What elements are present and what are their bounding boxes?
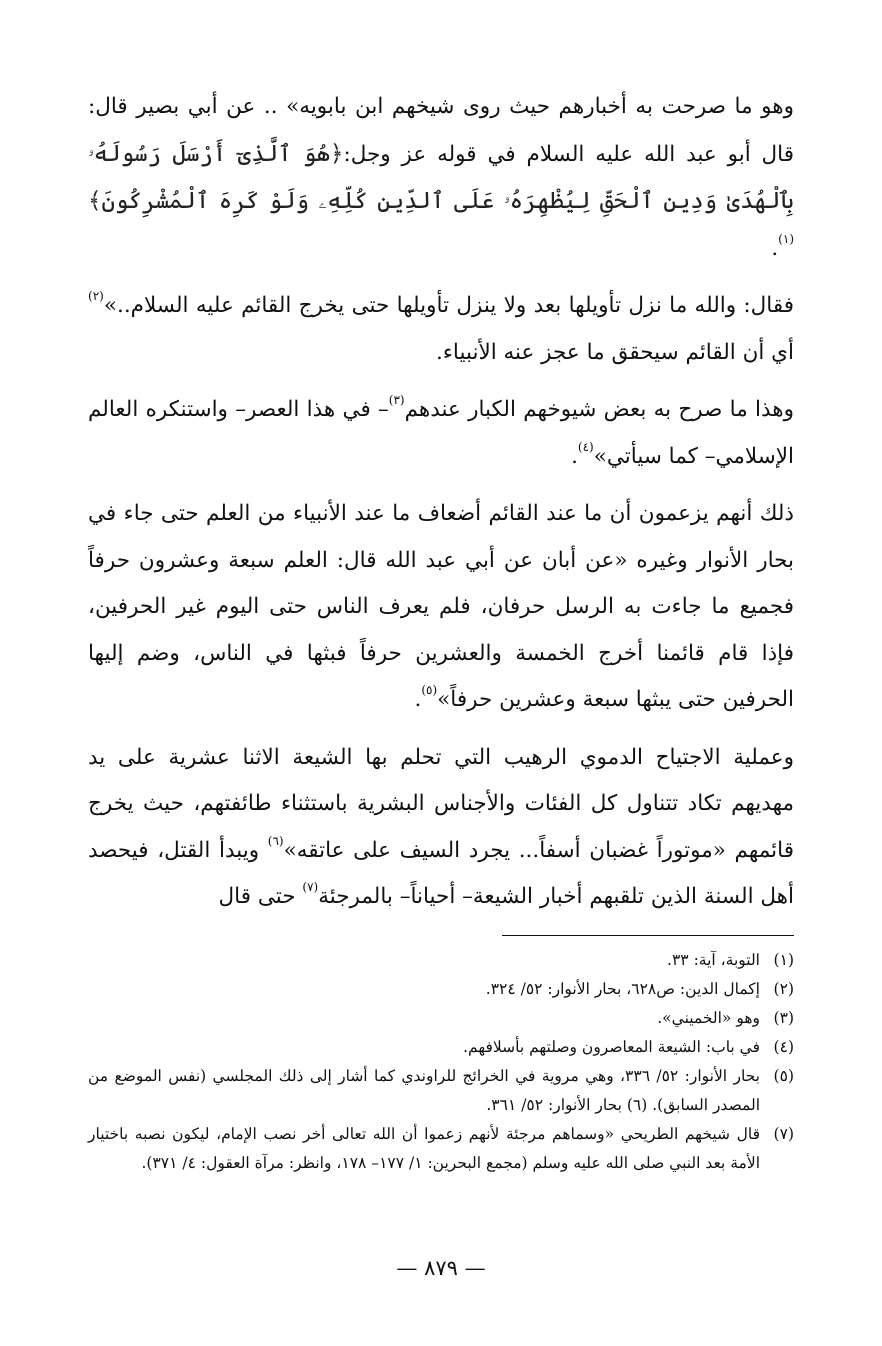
paragraph-4 <box>88 491 794 724</box>
paragraph-3 <box>88 387 794 480</box>
paragraph-1 <box>88 84 794 272</box>
paragraph-5-end: حتى قال <box>218 884 303 909</box>
footnote-text: وهو «الخميني». <box>657 1008 760 1027</box>
paragraph-5-middle: ويبدأ القتل، فيحصد أهل السنة الذين تلقبهم أخبار الشيعة– أحياناً– بالمرجئة <box>88 837 794 909</box>
paragraph-5 <box>88 735 794 921</box>
footnote-number: (١) <box>773 950 794 969</box>
footnote-ref-7: (٧) <box>302 880 319 894</box>
footnote-ref-1: (١) <box>778 231 794 246</box>
paragraph-1-end: . <box>771 235 779 261</box>
footnote-item <box>88 1004 794 1033</box>
paragraph-4-end: . <box>414 687 422 712</box>
footnote-text: التوبة، آية: ٣٣. <box>667 950 760 969</box>
footnotes <box>88 946 794 1178</box>
footnote-text: في باب: الشيعة المعاصرون وصلتهم بأسلافهم. <box>463 1037 760 1056</box>
footnote-number: (٢) <box>773 979 794 998</box>
footnote-text: بحار الأنوار: ٥٢/ ٣٣٦، وهي مروية في الخرائج للراوندي كما أشار إلى ذلك المجلسي (نفس الموضع من المصدر السابق). (٦) بحار الأنوار: ٥٢/ ٣٦١. <box>88 1066 760 1114</box>
footnote-number: (٥) <box>773 1066 794 1085</box>
paragraph-3-end: . <box>571 443 578 469</box>
footnote-ref-2: (٢) <box>88 289 104 303</box>
page-body <box>88 84 794 1178</box>
footnote-ref-3: (٣) <box>388 393 405 407</box>
footnote-ref-6: (٦) <box>267 833 284 848</box>
footnote-separator <box>502 935 794 936</box>
paragraph-4-text: ذلك أنهم يزعمون أن ما عند القائم أضعاف ما عند الأنبياء من العلم حتى جاء في بحار الأنوار وغيره «عن أبان عن أبي عبد الله قال: العلم سبعة وعشرون حرفاً فجميع ما جاءت به الرسل حرفان، فلم يعرف الناس حتى اليوم غير الحرفين، فإذا قام قائمنا أخرج الخمسة والعشرين حرفاً فبثها في الناس، وضم إليها الحرفين حتى يبثها سبعة وعشرين حرفاً» <box>88 501 794 712</box>
paragraph-5-text: وعملية الاجتياح الدموي الرهيب التي تحلم بها الشيعة الاثنا عشرية على يد مهديهم تكاد تتناول كل الفئات والأجناس البشرية باستثناء طائفتهم، حيث يخرج قائمهم «موتوراً غضبان أسفاً... يجرد السيف على عاتقه» <box>88 744 794 863</box>
footnote-ref-5: (٥) <box>421 683 438 697</box>
footnote-number: (٧) <box>773 1124 794 1143</box>
footnote-number: (٣) <box>773 1008 794 1027</box>
footnote-item <box>88 946 794 975</box>
footnote-number: (٤) <box>773 1037 794 1056</box>
paragraph-2-text: فقال: والله ما نزل تأويلها بعد ولا ينزل تأويلها حتى يخرج القائم عليه السلام..» <box>103 293 794 318</box>
footnote-item <box>88 1062 794 1120</box>
paragraph-2-end: أي أن القائم سيحقق ما عجز عنه الأنبياء. <box>435 339 794 365</box>
paragraph-3-text: وهذا ما صرح به بعض شيوخهم الكبار عندهم <box>404 397 794 422</box>
paragraph-2 <box>88 283 794 376</box>
quran-verse: ﴿هُوَ ٱلَّذِىٓ أَرْسَلَ رَسُولَهُۥ بِٱلْهُدَىٰ وَدِينِ ٱلْحَقِّ لِيُظْهِرَهُۥ عَلَى ٱلدِّينِ كُلِّهِۦ وَلَوْ كَرِهَ ٱلْمُشْرِكُونَ﴾ <box>88 140 794 214</box>
paragraph-1-text: وهو ما صرحت به أخبارهم حيث روى شيخهم ابن بابويه» .. عن أبي بصير قال: قال أبو عبد الله عليه السلام في قوله عز وجل: <box>88 94 794 167</box>
footnote-ref-4: (٤) <box>577 439 594 454</box>
footnote-item <box>88 975 794 1004</box>
footnote-text: قال شيخهم الطريحي «وسماهم مرجئة لأنهم زعموا أن الله تعالى أخر نصب الإمام، ليكون نصبه باختيار الأمة بعد النبي صلى الله عليه وسلم (مجمع البحرين: ١/ ١٧٧– ١٧٨، وانظر: مرآة العقول: ٤/ ٣٧١). <box>88 1124 760 1172</box>
footnote-item <box>88 1120 794 1178</box>
page-number: — ٨٧٩ — <box>396 1256 486 1280</box>
footnote-text: إكمال الدين: ص٦٢٨، بحار الأنوار: ٥٢/ ٣٢٤. <box>485 979 760 998</box>
footnote-item <box>88 1033 794 1062</box>
paragraph-3-middle: – في هذا العصر– واستنكره العالم الإسلامي– كما سيأتي» <box>88 397 794 469</box>
